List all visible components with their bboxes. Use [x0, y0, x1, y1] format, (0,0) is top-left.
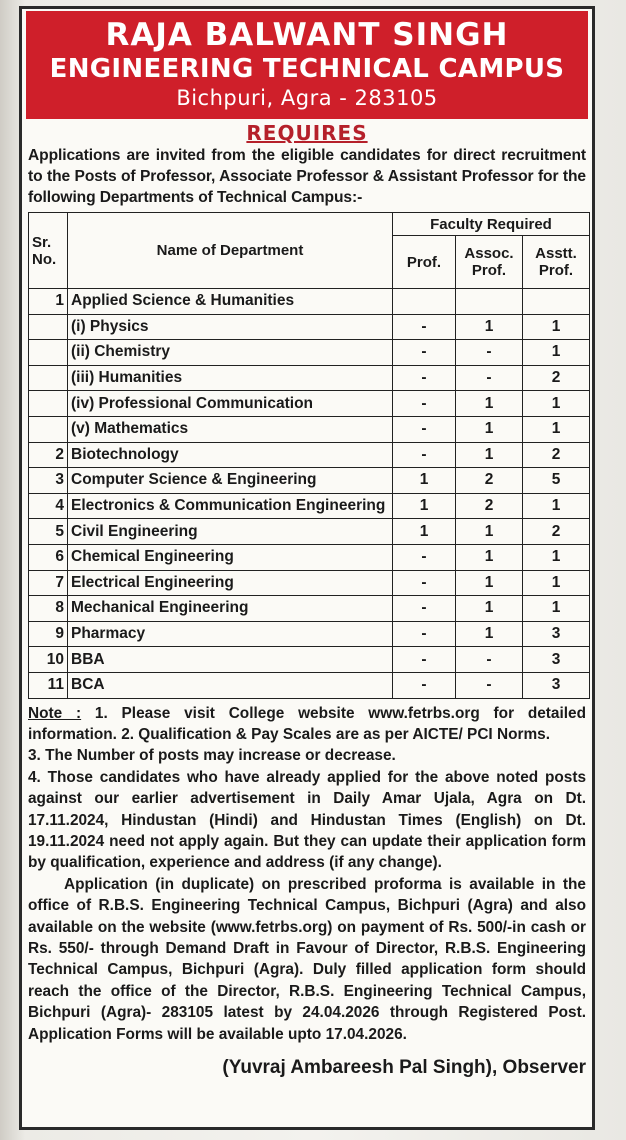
row-sr-no — [29, 365, 68, 391]
row-prof: 1 — [393, 493, 456, 519]
row-prof: - — [393, 442, 456, 468]
row-sr-no — [29, 340, 68, 366]
header-faculty-required: Faculty Required — [393, 213, 590, 236]
campus-address: Bichpuri, Agra - 283105 — [176, 86, 438, 110]
row-prof: - — [393, 416, 456, 442]
row-assoc-prof: 1 — [456, 416, 523, 442]
masthead — [26, 11, 588, 119]
institution-name: RAJA BALWANT SINGH — [105, 17, 509, 53]
row-sr-no — [29, 391, 68, 417]
row-department: (i) Physics — [68, 314, 393, 340]
row-sr-no: 6 — [29, 544, 68, 570]
row-department: Applied Science & Humanities — [68, 289, 393, 315]
row-assoc-prof — [456, 289, 523, 315]
row-asstt-prof: 3 — [523, 647, 590, 673]
row-department: Electrical Engineering — [68, 570, 393, 596]
table-body — [29, 289, 590, 699]
table-row — [29, 647, 590, 673]
row-sr-no: 1 — [29, 289, 68, 315]
header-sr-no: Sr. No. — [29, 213, 68, 289]
table-row — [29, 596, 590, 622]
recruitment-advertisement — [19, 6, 595, 1130]
table-row — [29, 493, 590, 519]
row-assoc-prof: 1 — [456, 544, 523, 570]
row-asstt-prof: 1 — [523, 391, 590, 417]
row-assoc-prof: 2 — [456, 493, 523, 519]
header-asstt-prof: Asstt. Prof. — [523, 236, 590, 289]
row-sr-no: 4 — [29, 493, 68, 519]
row-asstt-prof: 1 — [523, 493, 590, 519]
header-prof: Prof. — [393, 236, 456, 289]
table-row — [29, 391, 590, 417]
table-row — [29, 570, 590, 596]
row-department: (ii) Chemistry — [68, 340, 393, 366]
row-sr-no — [29, 314, 68, 340]
campus-name: ENGINEERING TECHNICAL CAMPUS — [49, 54, 565, 84]
application-paragraph: Application (in duplicate) on prescribed proforma is available in the office of R.B.S. Engineering Technical Campus, Bichpuri (Agra) and also available on the website (www.fetrbs.org) on payment of Rs. 500/-in cash or Rs. 550/- through Demand Draft in Favour of Director, R.B.S. Engineering Technical Campus, Bichpuri (Agra). Duly filled application form should reach the office of the Director, R.B.S. Engineering Technical Campus, Bichpuri (Agra)- 283105 latest by 24.04.2026 through Registered Post. Application Forms will be available upto 17.04.2026. — [28, 875, 586, 1043]
row-assoc-prof: 1 — [456, 442, 523, 468]
row-assoc-prof: 1 — [456, 519, 523, 545]
row-department: Civil Engineering — [68, 519, 393, 545]
faculty-table — [28, 212, 590, 699]
header-assoc-prof: Assoc. Prof. — [456, 236, 523, 289]
row-sr-no: 8 — [29, 596, 68, 622]
row-department: Computer Science & Engineering — [68, 468, 393, 494]
header-department: Name of Department — [68, 213, 393, 289]
row-assoc-prof: - — [456, 340, 523, 366]
row-prof: - — [393, 596, 456, 622]
row-sr-no: 10 — [29, 647, 68, 673]
row-sr-no: 7 — [29, 570, 68, 596]
row-prof: - — [393, 672, 456, 698]
table-row — [29, 544, 590, 570]
row-prof: 1 — [393, 468, 456, 494]
row-prof: - — [393, 365, 456, 391]
row-assoc-prof: - — [456, 647, 523, 673]
row-asstt-prof: 3 — [523, 621, 590, 647]
row-sr-no: 2 — [29, 442, 68, 468]
row-prof: - — [393, 340, 456, 366]
requires-heading: REQUIRES — [246, 121, 368, 145]
notes-section — [22, 699, 592, 1046]
row-asstt-prof: 3 — [523, 672, 590, 698]
row-assoc-prof: - — [456, 672, 523, 698]
row-sr-no: 9 — [29, 621, 68, 647]
row-asstt-prof: 1 — [523, 314, 590, 340]
table-row — [29, 468, 590, 494]
row-sr-no: 11 — [29, 672, 68, 698]
row-department: Biotechnology — [68, 442, 393, 468]
row-asstt-prof: 2 — [523, 365, 590, 391]
row-assoc-prof: 2 — [456, 468, 523, 494]
row-department: Chemical Engineering — [68, 544, 393, 570]
table-row — [29, 416, 590, 442]
row-asstt-prof: 1 — [523, 570, 590, 596]
row-asstt-prof: 1 — [523, 544, 590, 570]
table-row — [29, 289, 590, 315]
note-4: 4. Those candidates who have already applied for the above noted posts against our earlier advertisement in Daily Amar Ujala, Agra on Dt. 17.11.2024, Hindustan (Hindi) and Hindustan Times (English) on Dt. 19.11.2024 need not apply again. But they can update their application form by qualification, experience and address (if any change). — [28, 768, 586, 872]
row-department: BCA — [68, 672, 393, 698]
row-prof: - — [393, 544, 456, 570]
table-row — [29, 365, 590, 391]
note-1-2: 1. Please visit College website www.fetrbs.org for detailed information. 2. Qualification & Pay Scales are as per AICTE/ PCI Norms. — [28, 704, 586, 743]
row-prof: 1 — [393, 519, 456, 545]
note-3: 3. The Number of posts may increase or decrease. — [28, 747, 396, 765]
row-assoc-prof: - — [456, 365, 523, 391]
row-department: (v) Mathematics — [68, 416, 393, 442]
row-assoc-prof: 1 — [456, 314, 523, 340]
row-prof: - — [393, 391, 456, 417]
row-prof: - — [393, 621, 456, 647]
row-prof: - — [393, 647, 456, 673]
row-asstt-prof: 1 — [523, 340, 590, 366]
row-department: Pharmacy — [68, 621, 393, 647]
table-row — [29, 442, 590, 468]
row-assoc-prof: 1 — [456, 391, 523, 417]
row-asstt-prof: 2 — [523, 442, 590, 468]
row-asstt-prof — [523, 289, 590, 315]
row-asstt-prof: 1 — [523, 416, 590, 442]
table-row — [29, 621, 590, 647]
table-row — [29, 672, 590, 698]
row-sr-no: 3 — [29, 468, 68, 494]
row-sr-no: 5 — [29, 519, 68, 545]
note-label: Note : — [28, 704, 82, 722]
row-department: Mechanical Engineering — [68, 596, 393, 622]
row-sr-no — [29, 416, 68, 442]
observer-signature: (Yuvraj Ambareesh Pal Singh), Observer — [222, 1057, 586, 1078]
row-assoc-prof: 1 — [456, 570, 523, 596]
row-prof — [393, 289, 456, 315]
row-department: Electronics & Communication Engineering — [68, 493, 393, 519]
table-row — [29, 340, 590, 366]
row-asstt-prof: 2 — [523, 519, 590, 545]
table-row — [29, 519, 590, 545]
row-asstt-prof: 1 — [523, 596, 590, 622]
row-assoc-prof: 1 — [456, 596, 523, 622]
table-row — [29, 314, 590, 340]
row-department: (iii) Humanities — [68, 365, 393, 391]
row-prof: - — [393, 570, 456, 596]
row-asstt-prof: 5 — [523, 468, 590, 494]
intro-paragraph: Applications are invited from the eligible candidates for direct recruitment to the Posts of Professor, Associate Professor & Assistant Professor for the following Departments of Technical Campus:- — [28, 147, 586, 206]
row-department: BBA — [68, 647, 393, 673]
row-department: (iv) Professional Communication — [68, 391, 393, 417]
row-assoc-prof: 1 — [456, 621, 523, 647]
row-prof: - — [393, 314, 456, 340]
